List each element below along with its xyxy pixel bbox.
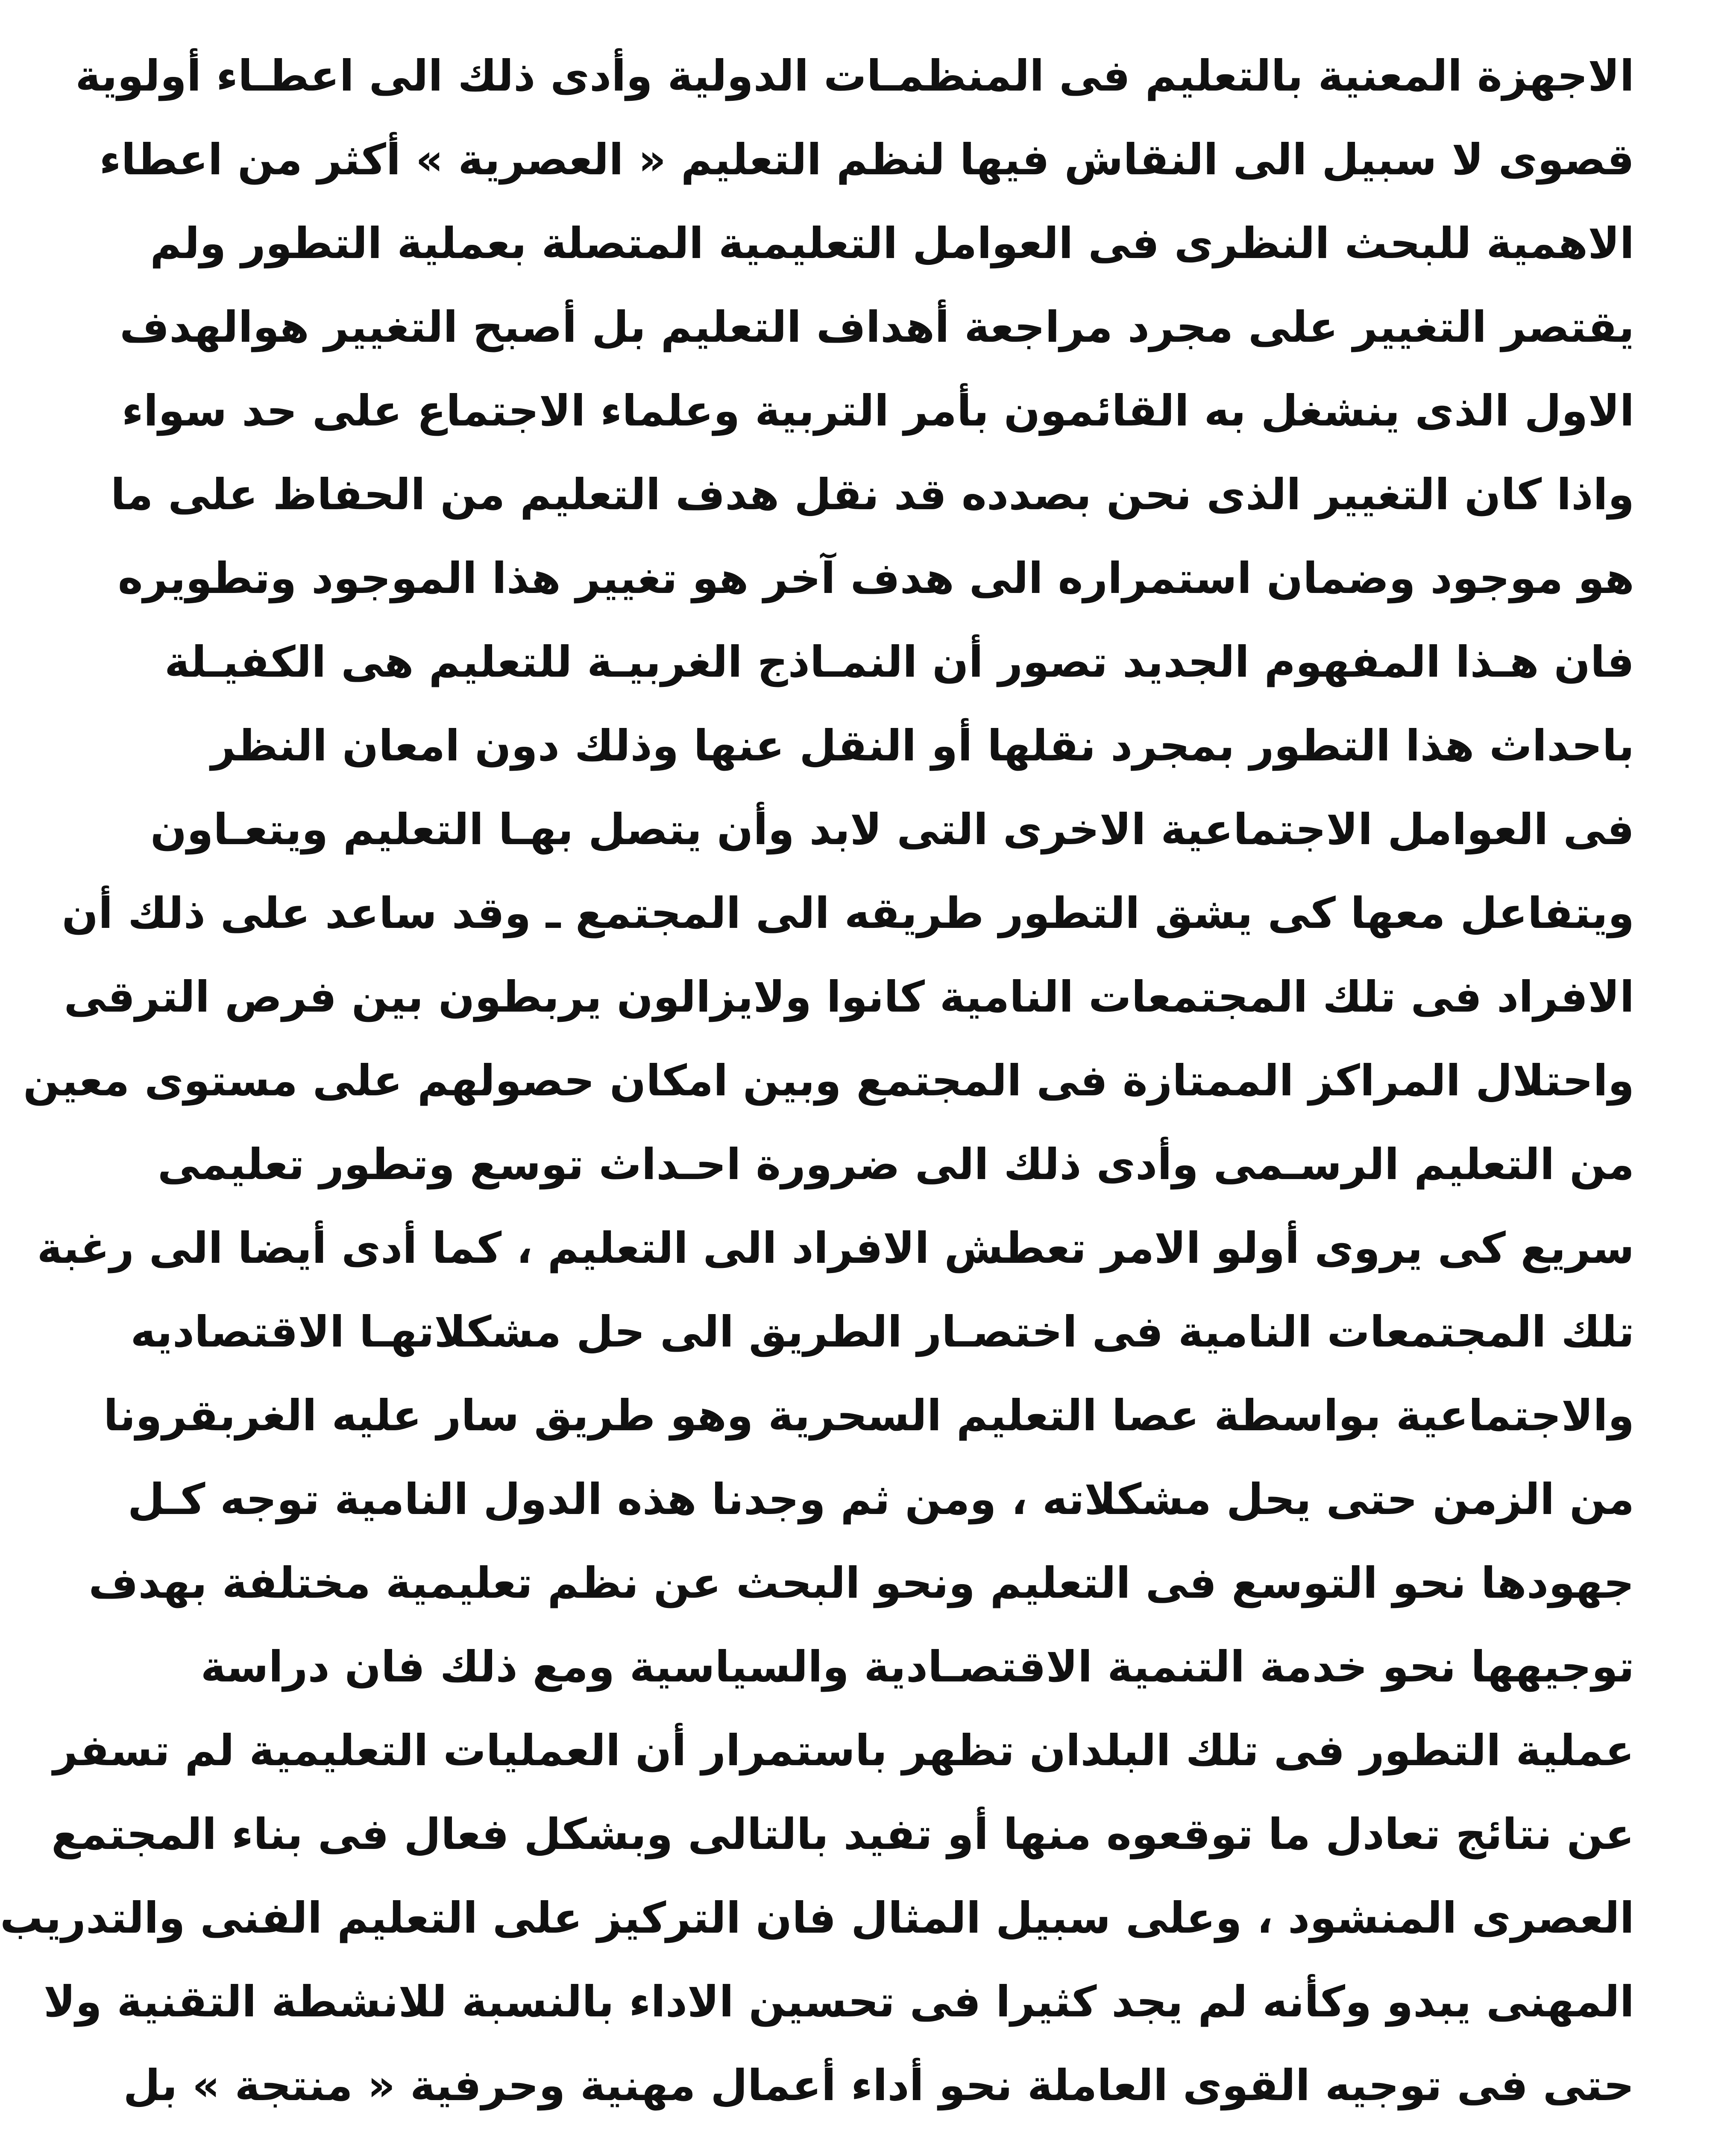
text-line-5: الاول الذى ينشغل به القائمون بأمر التربية وعلماء الاجتماع على حد سواء <box>121 386 1634 436</box>
text-line-17: والاجتماعية بواسطة عصا التعليم السحرية وهو طريق سار عليه الغربقرونا <box>103 1391 1634 1441</box>
text-line-1: الاجهزة المعنية بالتعليم فى المنظمـات الدولية وأدى ذلك الى اعطـاء أولوية <box>75 51 1634 101</box>
text-line-13: واحتلال المراكز الممتازة فى المجتمع وبين امكان حصولهم على مستوى معين <box>23 1056 1634 1106</box>
text-line-6: واذا كان التغيير الذى نحن بصدده قد نقل هدف التعليم من الحفاظ على ما <box>110 469 1634 519</box>
text-line-21: عملية التطور فى تلك البلدان تظهر باستمرار أن العمليات التعليمية لم تسفر <box>53 1725 1634 1775</box>
text-line-18: من الزمن حتى يحل مشكلاته ، ومن ثم وجدنا هذه الدول النامية توجه كـل <box>127 1474 1634 1524</box>
text-line-23: العصرى المنشود ، وعلى سبيل المثال فان التركيز على التعليم الفنى والتدريب <box>0 1893 1634 1943</box>
text-line-12: الافراد فى تلك المجتمعات النامية كانوا ولايزالون يربطون بين فرص الترقى <box>64 972 1634 1022</box>
text-line-4: يقتصر التغيير على مجرد مراجعة أهداف التعليم بل أصبح التغيير هوالهدف <box>120 302 1634 352</box>
text-line-11: ويتفاعل معها كى يشق التطور طريقه الى المجتمع ـ وقد ساعد على ذلك أن <box>62 888 1634 938</box>
text-line-22: عن نتائج تعادل ما توقعوه منها أو تفيد بالتالى وبشكل فعال فى بناء المجتمع <box>51 1809 1634 1859</box>
text-line-7: هو موجود وضمان استمراره الى هدف آخر هو تغيير هذا الموجود وتطويره <box>117 553 1634 603</box>
text-line-10: فى العوامل الاجتماعية الاخرى التى لابد وأن يتصل بهـا التعليم ويتعـاون <box>150 804 1634 854</box>
body-text <box>0 34 1634 2136</box>
text-line-3: الاهمية للبحث النظرى فى العوامل التعليمية المتصلة بعملية التطور ولم <box>150 218 1634 268</box>
text-line-8: فان هـذا المفهوم الجديد تصور أن النمـاذج الغربيـة للتعليم هى الكفيـلة <box>164 637 1634 687</box>
text-line-9: باحداث هذا التطور بمجرد نقلها أو النقل عنها وذلك دون امعان النظر <box>211 721 1634 771</box>
text-line-25: حتى فى توجيه القوى العاملة نحو أداء أعمال مهنية وحرفية « منتجة » بل <box>123 2060 1634 2110</box>
text-line-2: قصوى لا سبيل الى النقاش فيها لنظم التعليم « العصرية » أكثر من اعطاء <box>99 135 1634 185</box>
text-line-20: توجيهها نحو خدمة التنمية الاقتصـادية والسياسية ومع ذلك فان دراسة <box>200 1642 1634 1692</box>
text-line-19: جهودها نحو التوسع فى التعليم ونحو البحث عن نظم تعليمية مختلفة بهدف <box>88 1558 1634 1608</box>
text-line-24: المهنى يبدو وكأنه لم يجد كثيرا فى تحسين الاداء بالنسبة للانشطة التقنية ولا <box>44 1977 1634 2027</box>
text-line-26 <box>396 2127 1634 2136</box>
text-line-16: تلك المجتمعات النامية فى اختصـار الطريق الى حل مشكلاتهـا الاقتصاديه <box>130 1307 1634 1357</box>
text-line-14: من التعليم الرسـمى وأدى ذلك الى ضرورة احـداث توسع وتطور تعليمى <box>157 1139 1634 1189</box>
text-line-15: سريع كى يروى أولو الامر تعطش الافراد الى التعليم ، كما أدى أيضا الى رغبة <box>37 1223 1634 1273</box>
